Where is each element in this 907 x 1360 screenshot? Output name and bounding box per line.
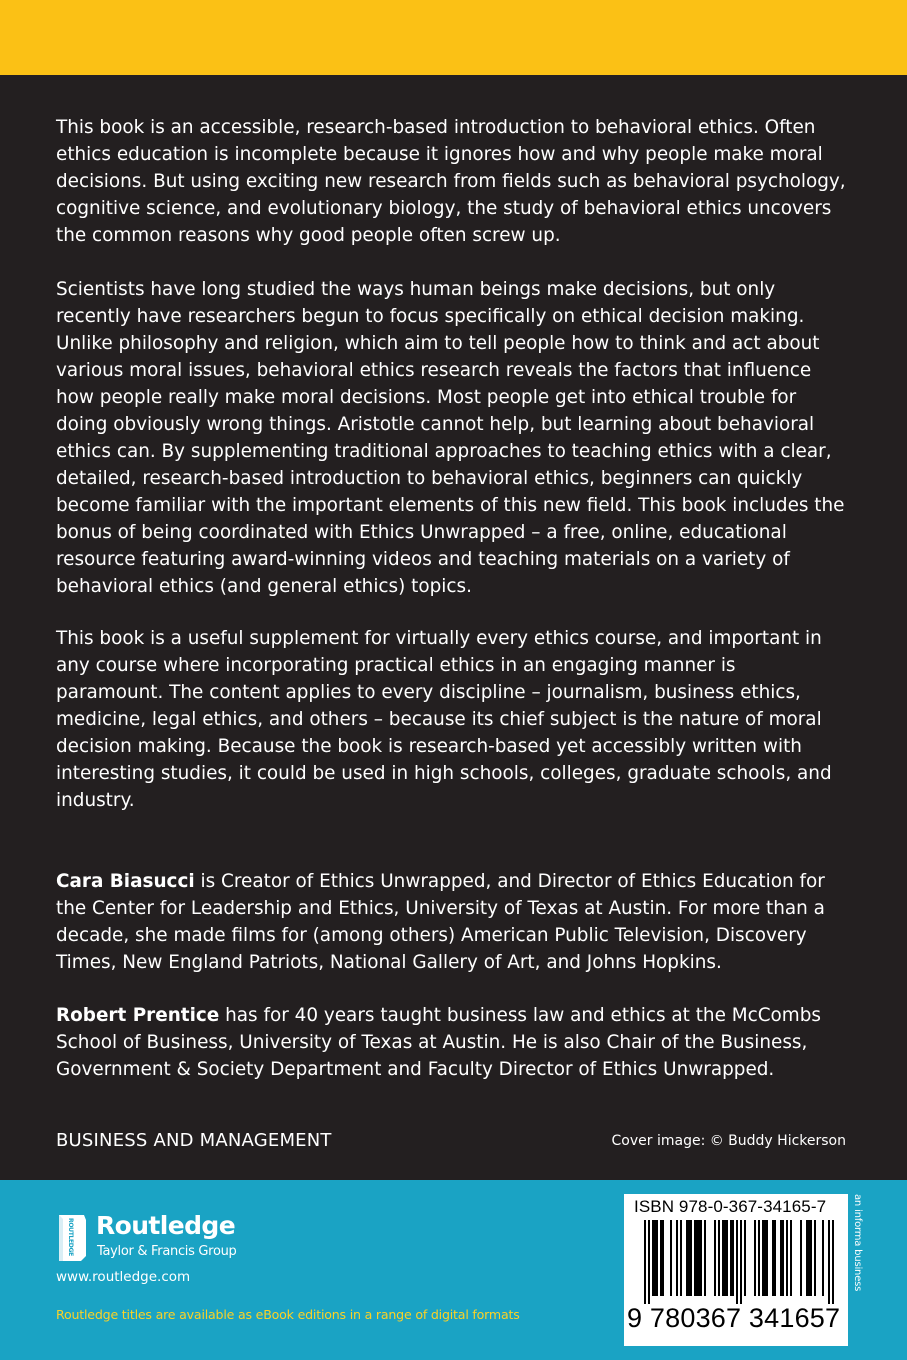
barcode-bar <box>700 1220 702 1296</box>
author-bio-text: has for 40 years taught business law and ethics at the McCombs School of Business, University of Texas at Austin. He is also Chair of the Business, Government & Society Department and Faculty Director of Ethics Unwrapped. <box>56 1005 821 1080</box>
barcode-bar <box>766 1220 768 1296</box>
author-bio-text: is Creator of Ethics Unwrapped, and Director of Ethics Education for the Center for Leadership and Ethics, University of Texas at Austin. For more than a decade, she made films for (among others) American Public Television, Discovery Times, New England Patriots, National Gallery of Art, and Johns Hopkins. <box>56 871 825 973</box>
barcode-bar <box>732 1220 734 1296</box>
barcode-bar <box>786 1220 788 1296</box>
barcode-bar <box>730 1220 732 1296</box>
informa-business-tag: an informa business <box>852 1194 863 1292</box>
publisher-name: Routledge <box>96 1211 236 1240</box>
barcode-bar <box>660 1220 662 1296</box>
barcode-digits: 9 780367 341657 <box>627 1303 841 1333</box>
barcode-bar <box>670 1220 672 1296</box>
barcode-bar <box>782 1220 784 1296</box>
publisher-url[interactable]: www.routledge.com <box>56 1269 191 1285</box>
barcode-bar <box>696 1220 698 1296</box>
back-cover-text-area <box>0 75 907 1180</box>
barcode-bar <box>722 1220 724 1296</box>
barcode-bar <box>698 1220 700 1296</box>
barcode-bar <box>718 1220 720 1296</box>
barcode-bar <box>772 1220 774 1296</box>
cover-image-credit: Cover image: © Buddy Hickerson <box>611 1133 846 1149</box>
barcode-bar <box>828 1220 830 1304</box>
barcode-bar <box>764 1220 766 1296</box>
top-color-band <box>0 0 907 75</box>
barcode-bar <box>694 1220 696 1296</box>
barcode-bar <box>754 1220 756 1296</box>
barcode-bar <box>758 1220 760 1296</box>
barcode-bar <box>832 1220 834 1304</box>
barcode-bar <box>644 1220 646 1304</box>
barcode-bar <box>790 1220 792 1296</box>
author-bio-2 <box>56 1002 846 1083</box>
barcode-bar <box>736 1220 738 1304</box>
barcode-bar <box>656 1220 658 1296</box>
barcode-bar <box>704 1220 706 1296</box>
barcode-bar <box>822 1220 824 1296</box>
ebook-note: Routledge titles are available as eBook editions in a range of digital formats <box>56 1307 520 1322</box>
barcode-bar <box>810 1220 812 1296</box>
description-paragraph-2: Scientists have long studied the ways human beings make decisions, but only recently have researchers begun to focus specifically on ethical decision making. Unlike philosophy and religion, which aim to tell people how to think and act about various moral issues, behavioral ethics research reveals the factors that influence how people really make moral decisions. Most people get into ethical trouble for doing obviously wrong things. Aristotle cannot help, but learning about behavioral ethics can. By supplementing traditional approaches to teaching ethics with a clear, detailed, research-based introduction to behavioral ethics, beginners can quickly become familiar with the important elements of this new field. This book includes the bonus of being coordinated with Ethics Unwrapped – a free, online, educational resource featuring award-winning videos and teaching materials on a variety of behavioral ethics (and general ethics) topics. <box>56 279 845 597</box>
barcode-bar <box>726 1220 728 1296</box>
barcode-bar <box>800 1220 802 1296</box>
routledge-logo-icon <box>56 1214 87 1262</box>
barcode-bar <box>724 1220 726 1296</box>
author-name: Robert Prentice <box>56 1005 220 1026</box>
barcode-bar <box>686 1220 688 1296</box>
barcode-bars <box>644 1220 834 1304</box>
barcode-bar <box>762 1220 764 1296</box>
barcode-bar <box>688 1220 690 1296</box>
barcode-bar <box>680 1220 682 1296</box>
logo-letters: ROUTLEDGE <box>67 1218 74 1256</box>
author-bio-1 <box>56 868 846 976</box>
barcode-bar <box>808 1220 810 1296</box>
barcode-bar <box>654 1220 656 1296</box>
barcode-panel <box>624 1194 848 1346</box>
description-paragraph-1: This book is an accessible, research-based introduction to behavioral ethics. Often ethics education is incomplete because it ignores how and why people make moral decisions. But using exciting new research from fields such as behavioral psychology, cognitive science, and evolutionary biology, the study of behavioral ethics uncovers the common reasons why good people often screw up. <box>56 117 846 246</box>
publisher-band <box>0 1180 907 1360</box>
barcode-bar <box>714 1220 716 1296</box>
barcode-bar <box>648 1220 650 1304</box>
barcode-bar <box>676 1220 678 1296</box>
barcode-bar <box>740 1220 742 1304</box>
barcode-bar <box>744 1220 746 1296</box>
barcode-bar <box>814 1220 816 1296</box>
barcode-bar <box>662 1220 664 1296</box>
barcode-bar <box>652 1220 654 1296</box>
isbn-label: ISBN 978-0-367-34165-7 <box>634 1197 827 1216</box>
barcode-bar <box>780 1220 782 1296</box>
publisher-group: Taylor & Francis Group <box>97 1244 237 1259</box>
author-name: Cara Biasucci <box>56 871 195 892</box>
subject-category: BUSINESS AND MANAGEMENT <box>56 1130 332 1151</box>
description-paragraph-3: This book is a useful supplement for virtually every ethics course, and important in any course where incorporating practical ethics in an engaging manner is paramount. The content applies to every discipline – journalism, business ethics, medicine, legal ethics, and others – because its chief subject is the nature of moral decision making. Because the book is research-based yet accessibly written with interesting studies, it could be used in high schools, colleges, graduate schools, and industry. <box>56 628 832 811</box>
barcode-bar <box>806 1220 808 1296</box>
barcode-bar <box>690 1220 692 1296</box>
barcode-bar <box>774 1220 776 1296</box>
